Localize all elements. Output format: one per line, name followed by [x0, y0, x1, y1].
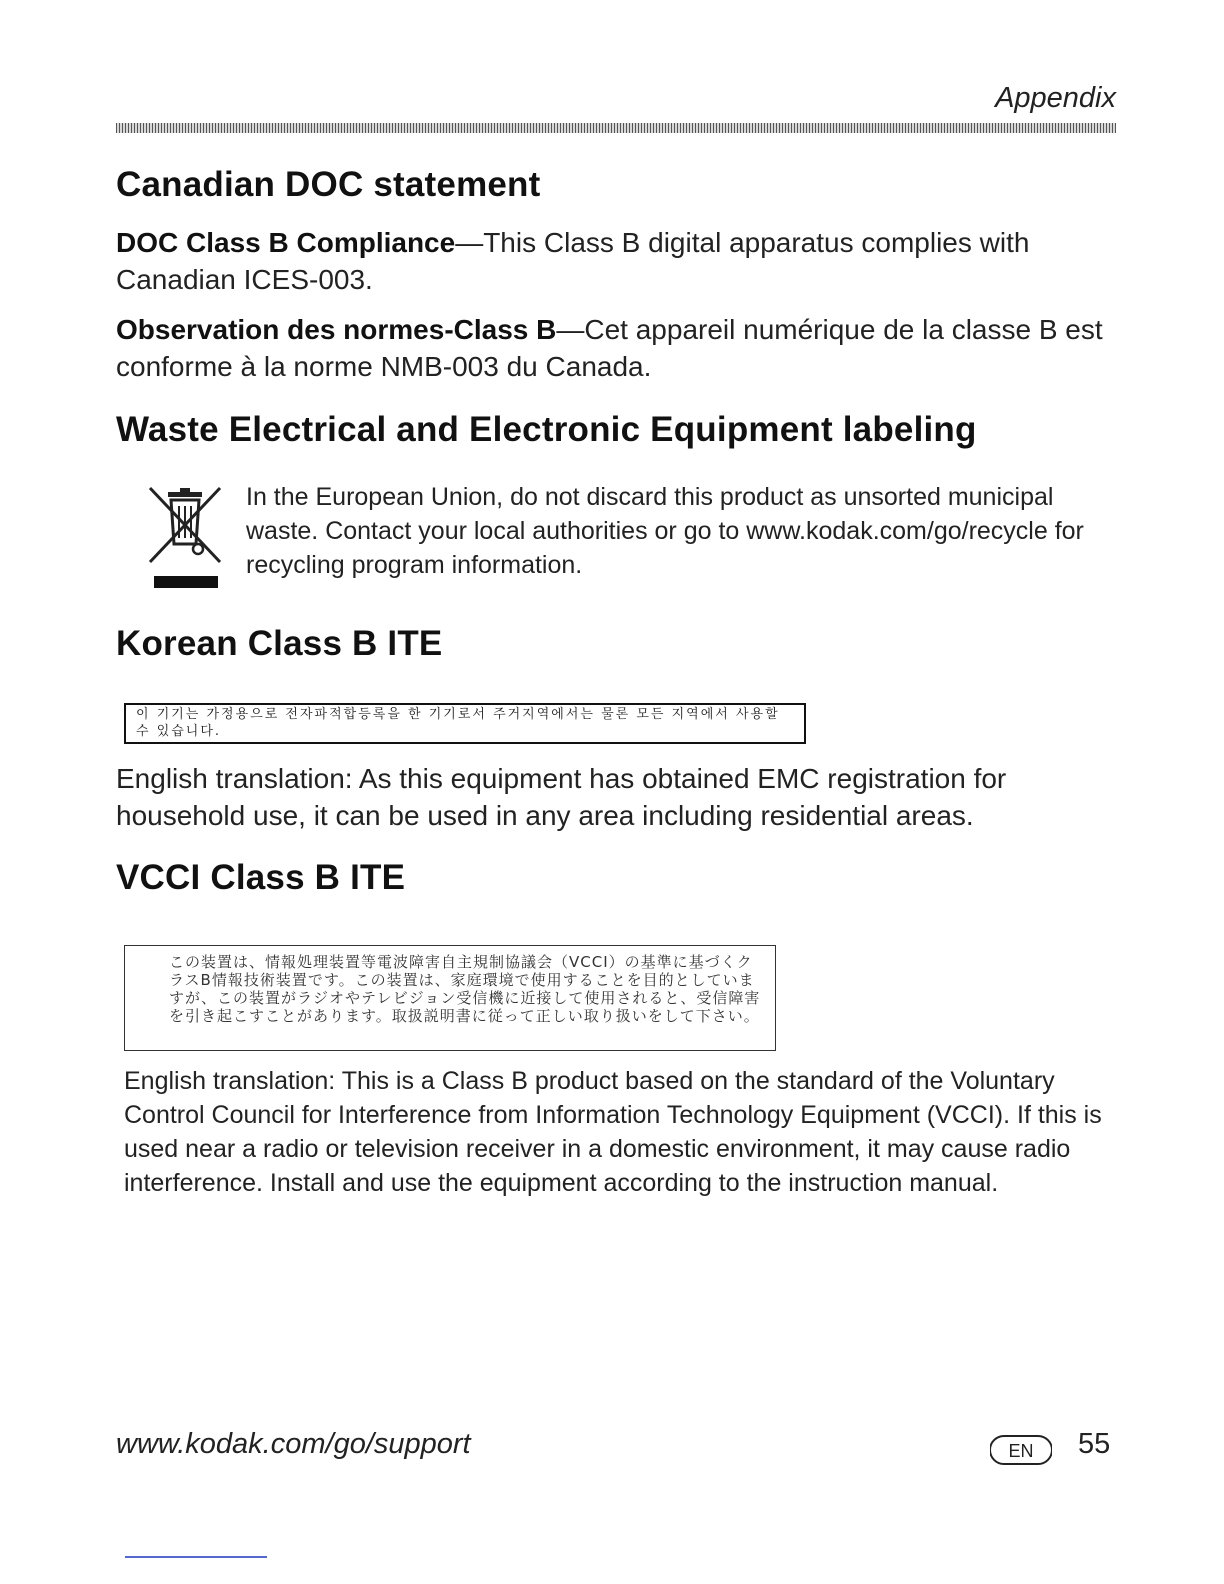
korean-heading: Korean Class B ITE	[116, 624, 443, 663]
header-title: Appendix	[995, 82, 1116, 114]
observation-normes-paragraph	[116, 311, 1126, 385]
weee-heading: Waste Electrical and Electronic Equipment labeling	[116, 410, 977, 449]
doc-compliance-text: —This Class B digital apparatus complies with Canadian ICES-003.	[116, 227, 1030, 295]
korean-translation: English translation: As this equipment has obtained EMC registration for household use, it can be used in any area including residential areas.	[116, 763, 1007, 831]
vcci-notice-box: この装置は、情報処理装置等電波障害自主規制協議会（VCCI）の基準に基づくクラスB情報技術装置です。この装置は、家庭環境で使用することを目的としていますが、この装置がラジオやテレビジョン受信機に近接して使用されると、受信障害を引き起こすことがあります。取扱説明書に従って正しい取り扱いをして下さい。	[124, 945, 776, 1051]
language-badge	[990, 1434, 1052, 1466]
page-number: 55	[1078, 1428, 1111, 1460]
korean-notice-box: 이 기기는 가정용으로 전자파적합등록을 한 기기로서 주거지역에서는 물론 모든 지역에서 사용할 수 있습니다.	[124, 703, 806, 744]
observation-normes-text: —Cet appareil numérique de la classe B est conforme à la norme NMB-003 du Canada.	[116, 314, 1103, 382]
weee-text: In the European Union, do not discard this product as unsorted municipal waste. Contact your local authorities or go to www.kodak.com/go/recycle for recycling program information.	[246, 483, 1084, 579]
doc-compliance-paragraph	[116, 224, 1126, 298]
footer-url: www.kodak.com/go/support	[116, 1428, 471, 1460]
observation-normes-lead: Observation des normes-Class B	[116, 314, 557, 345]
canadian-doc-heading: Canadian DOC statement	[116, 165, 541, 204]
doc-compliance-lead: DOC Class B Compliance	[116, 227, 456, 258]
crossed-out-wheelie-bin-icon	[146, 482, 224, 594]
vcci-heading: VCCI Class B ITE	[116, 858, 406, 897]
vcci-translation: English translation: This is a Class B product based on the standard of the Voluntary Control Council for Interference from Information Technology Equipment (VCCI). If this is used near a radio or television receiver in a domestic environment, it may cause radio interference. Install and use the equipment according to the instruction manual.	[124, 1067, 1102, 1197]
bottom-rule	[125, 1556, 267, 1558]
language-badge-label: EN	[1008, 1441, 1034, 1461]
header-rule	[116, 123, 1116, 133]
